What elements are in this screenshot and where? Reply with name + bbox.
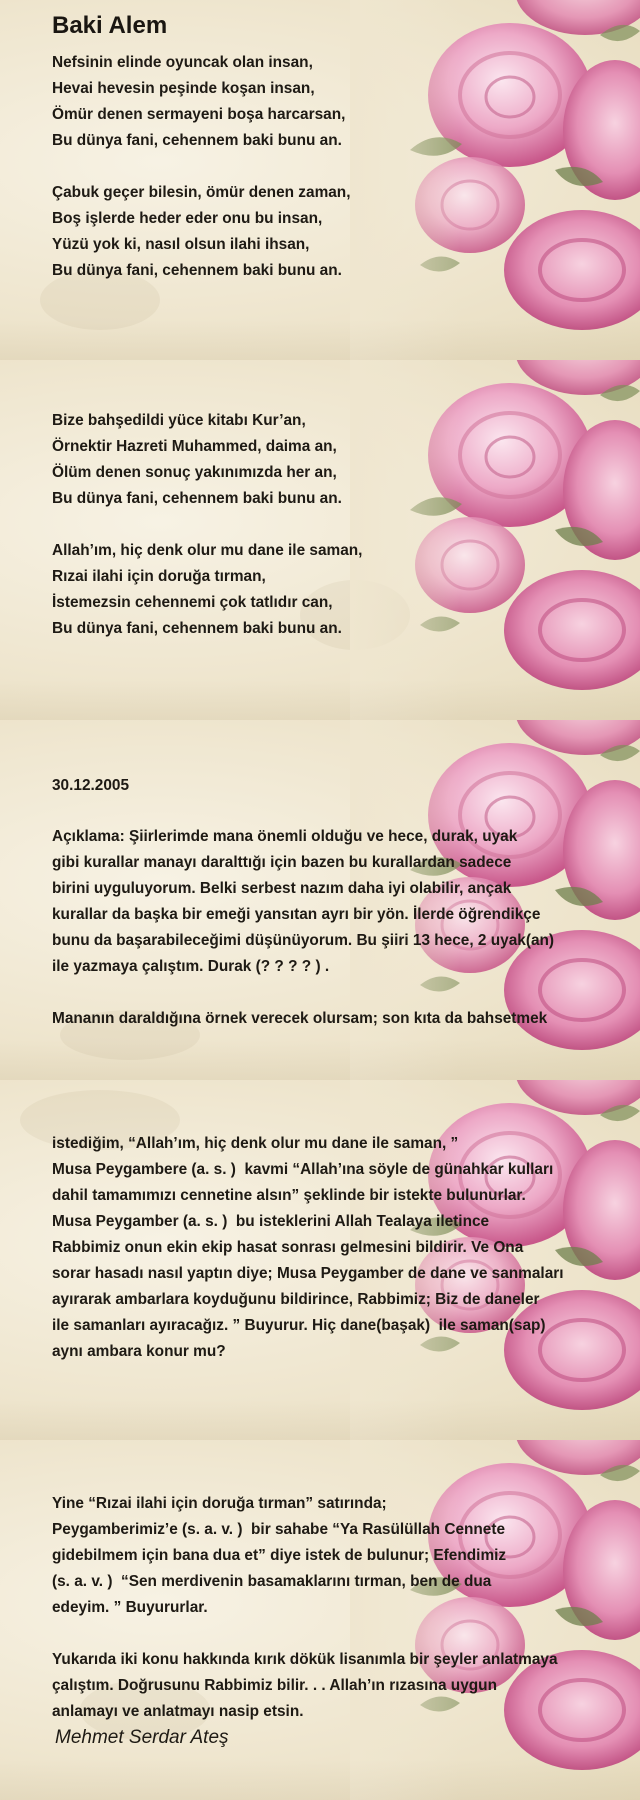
author-signature: Mehmet Serdar Ateş [55,1727,229,1748]
explanation-part-2: istediğim, “Allah’ım, hiç denk olur mu dane ile saman, ” Musa Peygambere (a. s. ) kavmi “Allah’ına söyle de günahkar kulları dahil tamamımızı cennetine alsın” şeklinde bir istekte bulunurlar. Musa Peygamber (a. s. ) bu isteklerini Allah Tealaya iletince Rabbimiz onun ekin ekip hasat sonrası gelmesini bildirir. Ve Ona sorar hasadı nasıl yaptın diye; Musa Peygamber de dane ve sanmaları ayırarak ambarlara koyduğunu bildirince, Rabbimiz; Biz de daneler ile samanları ayıracağız. ” Buyurur. Hiç dane(başak) ile saman(sap) aynı ambara konur mu? [52,1135,564,1360]
explanation-part-3: Yine “Rızai ilahi için doruğa tırman” satırında; Peygamberimiz’e (s. a. v. ) bir sahabe “Ya Rasülüllah Cennete gidebilmem için bana dua et” diye istek de bulunur; Efendimiz (s. a. v. ) “Sen merdivenin basamaklarını tırman, ben de dua edeyim. ” Buyururlar. Yukarıda iki konu hakkında kırık dökük lisanımla bir şeyler anlatmaya çalıştım. Doğrusunu Rabbimiz bilir. . . Allah’ın rızasına uygun anlamayı ve anlatmayı nasip etsin. [52,1495,558,1720]
roses-decoration [350,360,640,720]
poem-date: 30.12.2005 [52,777,130,794]
roses-decoration [350,0,640,360]
poem-title: Baki Alem [52,12,168,39]
poem-stanzas-3-4: Bize bahşedildi yüce kitabı Kur’an, Örnektir Hazreti Muhammed, daima an, Ölüm denen sonuç yakınımızda her an, Bu dünya fani, cehennem baki bunu an. Allah’ım, hiç denk olur mu dane ile saman, Rızai ilahi için doruğa tırman, İstemezsin cehennemi çok tatlıdır can, Bu dünya fani, cehennem baki bunu an. [52,412,363,637]
explanation-part-1: Açıklama: Şiirlerimde mana önemli olduğu ve hece, durak, uyak gibi kurallar manayı daralttığı için bazen bu kurallardan sadece birini uyguluyorum. Belki serbest nazım daha iyi olabilir, ançak kurallar da başka bir emeği yansıtan ayrı bir yön. İlerde öğrendikçe bunu da başarabileceğimi düşünüyorum. Bu şiiri 13 hece, 2 uyak(an) ile yazmaya çalıştım. Durak (? ? ? ? ) . Mananın daraldığına örnek verecek olursam; son kıta da bahsetmek [52,828,555,1027]
poem-stanzas-1-2: Nefsinin elinde oyuncak olan insan, Hevai hevesin peşinde koşan insan, Ömür denen sermayeni boşa harcarsan, Bu dünya fani, cehennem baki bunu an. Çabuk geçer bilesin, ömür denen zaman, Boş işlerde heder eder onu bu insan, Yüzü yok ki, nasıl olsun ilahi ihsan, Bu dünya fani, cehennem baki bunu an. [52,54,351,279]
